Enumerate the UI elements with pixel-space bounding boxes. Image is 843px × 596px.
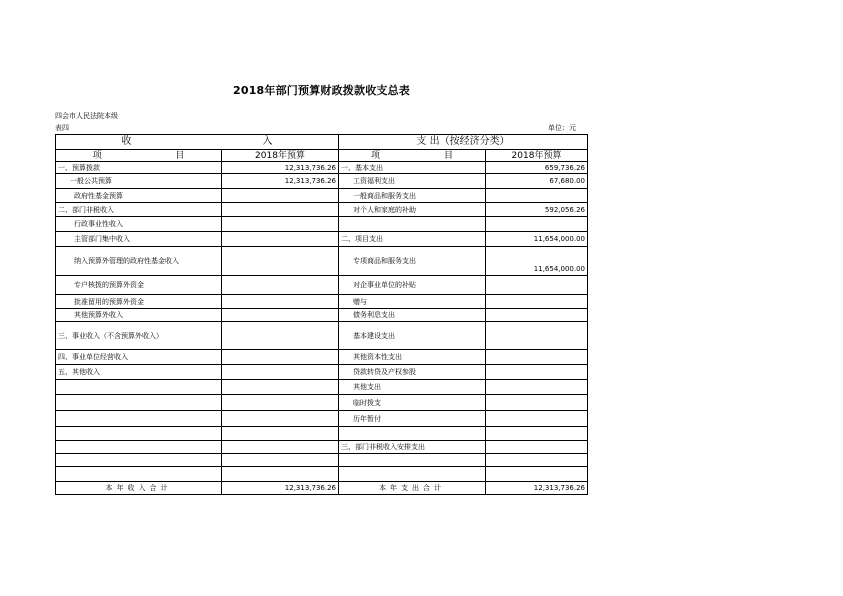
income-value-cell xyxy=(222,350,339,365)
income-item-cell: 批准留用的预算外资金 xyxy=(56,295,222,309)
expense-item-header-left: 项 xyxy=(370,150,380,161)
table-row xyxy=(56,247,588,276)
income-item-cell xyxy=(56,411,222,427)
income-item-cell: 一般公共预算 xyxy=(56,174,222,189)
expense-item-cell: 基本建设支出 xyxy=(339,322,486,350)
expense-value-cell xyxy=(486,309,588,322)
expense-value-cell xyxy=(486,454,588,467)
income-value-cell xyxy=(222,467,339,482)
expense-value-cell xyxy=(486,276,588,295)
budget-table xyxy=(55,134,588,495)
expense-value-cell: 67,680.00 xyxy=(486,174,588,189)
expense-value-cell: 11,654,000.00 xyxy=(486,232,588,247)
expense-budget-header: 2018年预算 xyxy=(486,150,588,162)
expense-item-cell: 一、基本支出 xyxy=(339,162,486,174)
table-row xyxy=(56,203,588,217)
expense-total-label: 本年支出合计 xyxy=(339,482,486,495)
expense-item-cell: 临时拨支 xyxy=(339,395,486,411)
expense-item-cell xyxy=(339,467,486,482)
expense-item-cell xyxy=(339,454,486,467)
income-budget-header: 2018年预算 xyxy=(222,150,339,162)
income-item-cell: 二、部门非税收入 xyxy=(56,203,222,217)
income-item-cell: 三、事业收入（不含预算外收入） xyxy=(56,322,222,350)
table-row xyxy=(56,309,588,322)
income-value-cell xyxy=(222,189,339,203)
expense-value-cell xyxy=(486,467,588,482)
income-header xyxy=(56,135,339,150)
table-row xyxy=(56,217,588,232)
expense-value-cell xyxy=(486,217,588,232)
income-total-value: 12,313,736.26 xyxy=(222,482,339,495)
table-row xyxy=(56,162,588,174)
header-row-2 xyxy=(56,150,588,162)
income-value-cell xyxy=(222,247,339,276)
table-row xyxy=(56,232,588,247)
income-item-header xyxy=(56,150,222,162)
expense-header: 支 出（按经济分类） xyxy=(339,135,588,150)
table-row xyxy=(56,365,588,380)
table-row xyxy=(56,350,588,365)
income-value-cell xyxy=(222,322,339,350)
table-row xyxy=(56,380,588,395)
table-body xyxy=(56,162,588,482)
expense-value-cell xyxy=(486,322,588,350)
table-row xyxy=(56,174,588,189)
expense-item-cell: 工资福利支出 xyxy=(339,174,486,189)
header-row-1 xyxy=(56,135,588,150)
expense-value-cell xyxy=(486,380,588,395)
table-number: 表四 xyxy=(55,124,69,132)
table-row xyxy=(56,322,588,350)
income-item-cell: 专户核拨的预算外资金 xyxy=(56,276,222,295)
table-row xyxy=(56,441,588,454)
income-value-cell xyxy=(222,427,339,441)
unit-label: 单位：元 xyxy=(548,124,576,132)
expense-value-cell xyxy=(486,295,588,309)
income-item-cell: 一、预算拨款 xyxy=(56,162,222,174)
expense-value-cell xyxy=(486,411,588,427)
expense-item-cell: 历年暂付 xyxy=(339,411,486,427)
expense-item-cell: 其他支出 xyxy=(339,380,486,395)
income-item-cell: 政府性基金预算 xyxy=(56,189,222,203)
income-item-cell: 纳入预算外管理的政府性基金收入 xyxy=(56,247,222,276)
expense-item-cell: 对个人和家庭的补助 xyxy=(339,203,486,217)
income-value-cell xyxy=(222,441,339,454)
income-header-right: 入 xyxy=(262,136,273,147)
income-item-cell xyxy=(56,395,222,411)
income-item-cell xyxy=(56,441,222,454)
income-item-cell: 行政事业性收入 xyxy=(56,217,222,232)
income-value-cell xyxy=(222,309,339,322)
income-value-cell xyxy=(222,380,339,395)
unit-name: 四会市人民法院本级 xyxy=(55,112,118,120)
table-row xyxy=(56,427,588,441)
expense-item-cell: 三、部门非税收入安排支出 xyxy=(339,441,486,454)
expense-item-cell: 赠与 xyxy=(339,295,486,309)
income-value-cell xyxy=(222,276,339,295)
table-row xyxy=(56,467,588,482)
income-value-cell xyxy=(222,217,339,232)
expense-value-cell: 592,056.26 xyxy=(486,203,588,217)
income-item-cell xyxy=(56,380,222,395)
income-value-cell xyxy=(222,295,339,309)
expense-value-cell xyxy=(486,395,588,411)
income-item-cell: 四、事业单位经营收入 xyxy=(56,350,222,365)
income-value-cell xyxy=(222,411,339,427)
expense-item-cell: 对企事业单位的补贴 xyxy=(339,276,486,295)
income-value-cell: 12,313,736.26 xyxy=(222,162,339,174)
income-item-cell: 五、其他收入 xyxy=(56,365,222,380)
totals-row xyxy=(56,482,588,495)
expense-value-cell xyxy=(486,189,588,203)
income-value-cell xyxy=(222,395,339,411)
income-value-cell: 12,313,736.26 xyxy=(222,174,339,189)
income-item-cell: 主管部门集中收入 xyxy=(56,232,222,247)
expense-value-cell xyxy=(486,350,588,365)
page-title: 2018年部门预算财政拨款收支总表 xyxy=(232,84,410,97)
table-row xyxy=(56,295,588,309)
income-total-label: 本年收入合计 xyxy=(56,482,222,495)
income-item-header-right: 目 xyxy=(175,150,185,161)
expense-item-cell xyxy=(339,427,486,441)
income-value-cell xyxy=(222,454,339,467)
expense-item-header-right: 目 xyxy=(443,150,453,161)
income-value-cell xyxy=(222,365,339,380)
expense-value-cell: 11,654,000.00 xyxy=(486,247,588,276)
income-value-cell xyxy=(222,232,339,247)
income-item-cell: 其他预算外收入 xyxy=(56,309,222,322)
expense-value-cell xyxy=(486,441,588,454)
expense-item-cell: 债务利息支出 xyxy=(339,309,486,322)
table-row xyxy=(56,411,588,427)
income-item-cell xyxy=(56,427,222,441)
expense-value-cell xyxy=(486,427,588,441)
expense-item-cell: 贷款转贷及产权参股 xyxy=(339,365,486,380)
table-row xyxy=(56,395,588,411)
expense-total-value: 12,313,736.26 xyxy=(486,482,588,495)
income-header-left: 收 xyxy=(121,136,132,147)
table-row xyxy=(56,276,588,295)
expense-item-cell: 二、项目支出 xyxy=(339,232,486,247)
expense-item-cell: 其他资本性支出 xyxy=(339,350,486,365)
expense-value-cell: 659,736.26 xyxy=(486,162,588,174)
income-item-cell xyxy=(56,467,222,482)
income-value-cell xyxy=(222,203,339,217)
expense-item-cell: 一般商品和服务支出 xyxy=(339,189,486,203)
expense-item-cell: 专项商品和服务支出 xyxy=(339,247,486,276)
income-item-cell xyxy=(56,454,222,467)
expense-value-cell xyxy=(486,365,588,380)
expense-item-cell xyxy=(339,217,486,232)
income-item-header-left: 项 xyxy=(92,150,102,161)
table-row xyxy=(56,189,588,203)
expense-item-header xyxy=(339,150,486,162)
table-row xyxy=(56,454,588,467)
